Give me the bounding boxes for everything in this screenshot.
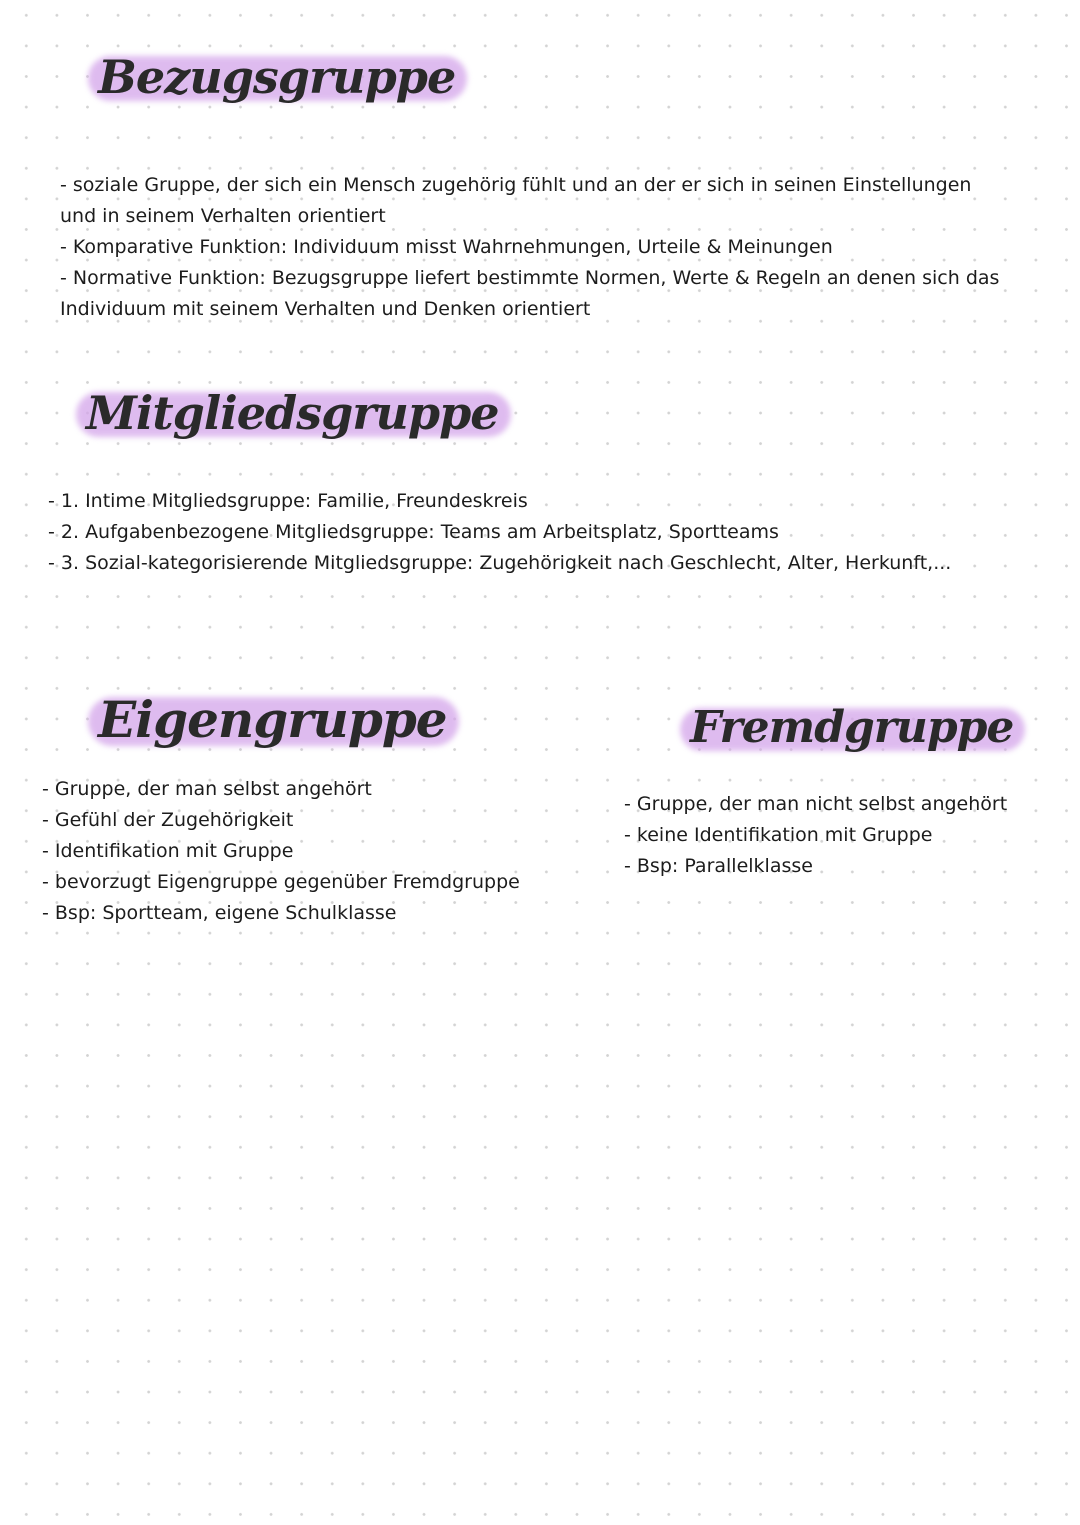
heading-text: Fremdgruppe — [690, 702, 1014, 753]
list-item: - Gruppe, der man nicht selbst angehört — [624, 793, 1008, 815]
list-item: - bevorzugt Eigengruppe gegenüber Fremdgruppe — [42, 871, 520, 893]
list-item: - Gefühl der Zugehörigkeit — [42, 809, 294, 831]
text-line: - soziale Gruppe, der sich ein Mensch zugehörig fühlt und an der er sich in seinen Einstellungen — [60, 174, 972, 196]
bezugsgruppe-definition — [60, 170, 999, 325]
text-line: und in seinem Verhalten orientiert — [60, 205, 386, 227]
heading-fremdgruppe — [682, 700, 1021, 755]
text-line: - Komparative Funktion: Individuum misst Wahrnehmungen, Urteile & Meinungen — [60, 236, 833, 258]
heading-highlight — [78, 384, 507, 442]
mitgliedsgruppe-list — [48, 486, 951, 579]
heading-highlight — [682, 700, 1021, 755]
list-item: - 2. Aufgabenbezogene Mitgliedsgruppe: Teams am Arbeitsplatz, Sportteams — [48, 521, 779, 543]
heading-eigengruppe — [90, 688, 455, 751]
heading-text: Bezugsgruppe — [98, 50, 456, 104]
list-item: - Identifikation mit Gruppe — [42, 840, 294, 862]
list-item: - 1. Intime Mitgliedsgruppe: Familie, Freundeskreis — [48, 490, 528, 512]
list-item: - Bsp: Parallelklasse — [624, 855, 813, 877]
heading-highlight — [90, 48, 463, 106]
heading-mitgliedsgruppe — [78, 384, 507, 442]
heading-text: Eigengruppe — [98, 690, 447, 749]
list-item: - Gruppe, der man selbst angehört — [42, 778, 372, 800]
heading-bezugsgruppe — [90, 48, 463, 106]
eigengruppe-list — [42, 774, 520, 929]
list-item: - keine Identifikation mit Gruppe — [624, 824, 933, 846]
heading-highlight — [90, 688, 455, 751]
text-line: Individuum mit seinem Verhalten und Denken orientiert — [60, 298, 591, 320]
list-item: - 3. Sozial-kategorisierende Mitgliedsgruppe: Zugehörigkeit nach Geschlecht, Alter, Herkunft,... — [48, 552, 952, 574]
heading-text: Mitgliedsgruppe — [86, 386, 499, 440]
fremdgruppe-list — [624, 789, 1007, 882]
text-line: - Normative Funktion: Bezugsgruppe liefert bestimmte Normen, Werte & Regeln an denen sich das — [60, 267, 1000, 289]
list-item: - Bsp: Sportteam, eigene Schulklasse — [42, 902, 397, 924]
